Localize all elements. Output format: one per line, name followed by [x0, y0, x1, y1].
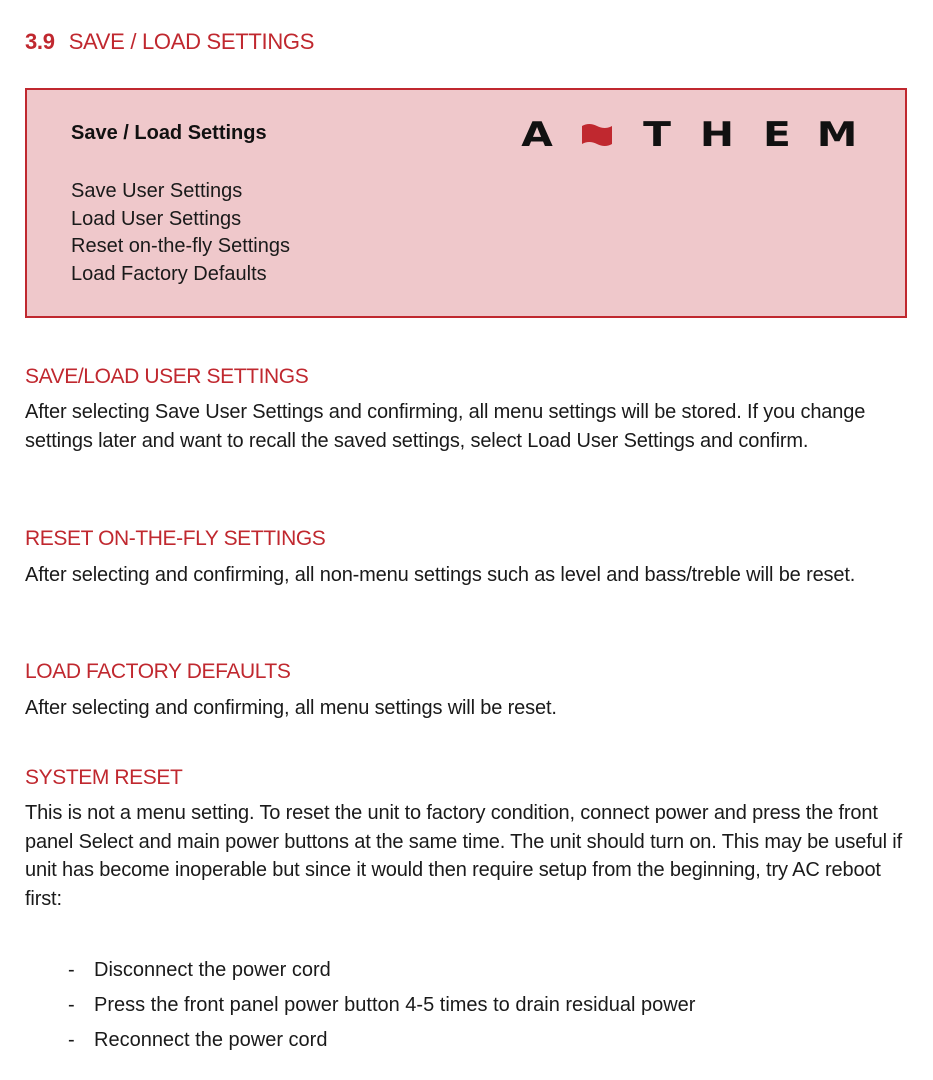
menu-item-save-user-settings: Save User Settings	[71, 180, 243, 202]
subsection-body-factory-defaults: After selecting and confirming, all menu settings will be reset.	[25, 697, 557, 719]
logo-letter-e: E	[763, 115, 791, 155]
logo-letter-m: M	[816, 115, 858, 155]
logo-letter-a: A	[521, 115, 553, 155]
subsection-heading-save-load: SAVE/LOAD USER SETTINGS	[25, 365, 309, 388]
menu-items	[71, 178, 290, 289]
list-item-text: Disconnect the power cord	[94, 959, 331, 981]
subsection-body-save-load: After selecting Save User Settings and confirming, all menu settings will be stored. If you change settings later and want to recall the saved settings, select Load User Settings and confirm.	[25, 401, 866, 452]
anthem-logo	[507, 115, 867, 155]
logo-letter-t: T	[643, 115, 671, 155]
bullet-dash: -	[68, 994, 75, 1016]
section-title	[25, 28, 314, 56]
flag-icon	[567, 122, 627, 148]
subsection-heading-factory-defaults: LOAD FACTORY DEFAULTS	[25, 660, 291, 683]
menu-item-reset-on-the-fly: Reset on-the-fly Settings	[71, 235, 290, 258]
list-item-text: Reconnect the power cord	[94, 1029, 328, 1051]
list-item	[68, 988, 695, 1023]
subsection-body-reset-on-the-fly: After selecting and confirming, all non-menu settings such as level and bass/treble will be reset.	[25, 564, 856, 586]
menu-screen-box	[25, 88, 907, 318]
list-item-text: Press the front panel power button 4-5 times to drain residual power	[94, 994, 696, 1016]
subsection-heading-system-reset: SYSTEM RESET	[25, 766, 183, 789]
subsection-body-system-reset: This is not a menu setting. To reset the unit to factory condition, connect power and press the front panel Select and main power buttons at the same time. The unit should turn on. This may be useful if unit has become inoperable but since it would then require setup from the beginning, try AC reboot first:	[25, 802, 902, 910]
reboot-steps-list	[68, 953, 695, 1058]
logo-letter-h: H	[699, 115, 735, 155]
section-heading: SAVE / LOAD SETTINGS	[68, 29, 315, 54]
bullet-dash: -	[68, 1029, 75, 1051]
menu-item-load-user-settings: Load User Settings	[71, 207, 242, 230]
subsection-heading-reset-on-the-fly: RESET ON-THE-FLY SETTINGS	[25, 527, 326, 550]
menu-item-load-factory-defaults: Load Factory Defaults	[71, 263, 267, 286]
section-number: 3.9	[25, 29, 55, 54]
menu-title: Save / Load Settings	[71, 122, 267, 144]
list-item	[68, 953, 695, 988]
bullet-dash: -	[68, 959, 75, 981]
list-item	[68, 1023, 695, 1058]
